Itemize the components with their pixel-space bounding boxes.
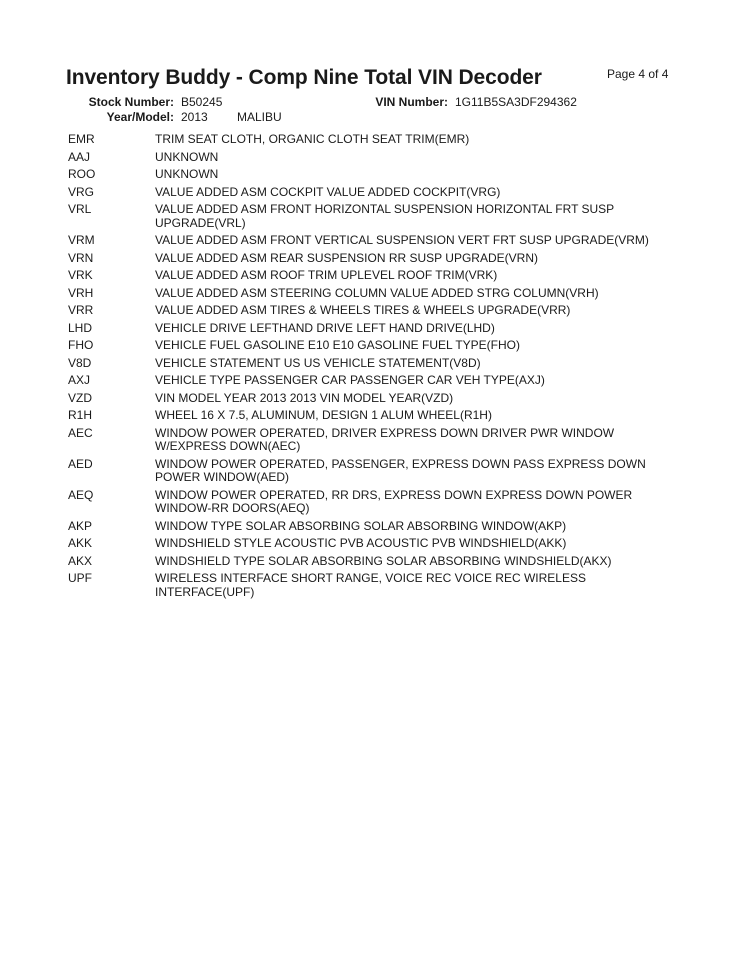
vin-number-value: 1G11B5SA3DF294362 (455, 95, 577, 109)
option-code: VRK (68, 268, 93, 282)
option-row (68, 572, 688, 599)
option-row (68, 304, 688, 318)
option-row (68, 186, 688, 200)
option-description: UNKNOWN (155, 167, 219, 181)
page-number: Page 4 of 4 (607, 67, 669, 81)
option-description: WHEEL 16 X 7.5, ALUMINUM, DESIGN 1 ALUM WHEEL(R1H) (155, 408, 492, 422)
option-description: WINDOW POWER OPERATED, DRIVER EXPRESS DOWN DRIVER PWR WINDOW W/EXPRESS DOWN(AEC) (155, 425, 615, 453)
option-code: AKK (68, 536, 93, 550)
option-code: LHD (68, 320, 93, 335)
option-description: VEHICLE DRIVE LEFTHAND DRIVE LEFT HAND DRIVE(LHD) (155, 320, 495, 335)
option-code: AKP (68, 518, 93, 533)
option-description: VIN MODEL YEAR 2013 2013 VIN MODEL YEAR(VZD) (155, 390, 454, 405)
option-code: FHO (68, 338, 94, 352)
option-code: VRG (68, 184, 95, 199)
option-row (68, 322, 688, 336)
option-description: VEHICLE TYPE PASSENGER CAR PASSENGER CAR VEH TYPE(AXJ) (155, 373, 545, 387)
option-row (68, 269, 688, 283)
option-description: VEHICLE FUEL GASOLINE E10 E10 GASOLINE FUEL TYPE(FHO) (155, 338, 521, 352)
option-code: VRM (68, 233, 95, 247)
option-description: VALUE ADDED ASM REAR SUSPENSION RR SUSP UPGRADE(VRN) (155, 250, 538, 265)
option-row (68, 537, 688, 551)
option-code: EMR (68, 132, 95, 146)
option-row (68, 287, 688, 301)
option-description: VALUE ADDED ASM STEERING COLUMN VALUE ADDED STRG COLUMN(VRH) (155, 285, 599, 300)
stock-number-value: B50245 (181, 95, 223, 109)
option-row (68, 203, 688, 230)
option-code: AEC (68, 425, 93, 440)
option-row (68, 234, 688, 248)
option-code: VRH (68, 285, 94, 300)
option-code: AKX (68, 553, 93, 568)
stock-number-label: Stock Number: (88, 95, 174, 109)
option-row (68, 151, 688, 165)
option-code: VRR (68, 303, 94, 317)
model-value: MALIBU (237, 110, 282, 124)
option-description: VALUE ADDED ASM ROOF TRIM UPLEVEL ROOF TRIM(VRK) (155, 268, 498, 282)
option-description: WINDSHIELD STYLE ACOUSTIC PVB ACOUSTIC PVB WINDSHIELD(AKK) (155, 536, 567, 550)
option-code: VZD (68, 390, 92, 405)
option-row (68, 489, 688, 516)
option-description: WINDOW POWER OPERATED, RR DRS, EXPRESS DOWN EXPRESS DOWN POWER WINDOW-RR DOORS(AEQ) (155, 487, 633, 515)
option-description: WINDOW TYPE SOLAR ABSORBING SOLAR ABSORBING WINDOW(AKP) (155, 518, 567, 533)
option-code: AXJ (68, 373, 91, 387)
option-code: ROO (68, 167, 96, 181)
option-row (68, 374, 688, 388)
option-row (68, 357, 688, 371)
report-title: Inventory Buddy - Comp Nine Total VIN Decoder (66, 66, 542, 89)
option-row (68, 133, 688, 147)
option-row (68, 339, 688, 353)
option-description: VEHICLE STATEMENT US US VEHICLE STATEMENT(V8D) (155, 355, 481, 370)
year-model-label: Year/Model: (106, 110, 174, 124)
option-description: VALUE ADDED ASM FRONT VERTICAL SUSPENSION VERT FRT SUSP UPGRADE(VRM) (155, 233, 649, 247)
option-row (68, 555, 688, 569)
option-code: VRL (68, 202, 92, 216)
option-code: AAJ (68, 149, 91, 164)
option-row (68, 168, 688, 182)
option-row (68, 427, 688, 454)
option-code-list (68, 133, 688, 603)
option-description: VALUE ADDED ASM TIRES & WHEELS TIRES & WHEELS UPGRADE(VRR) (155, 303, 571, 317)
option-description: UNKNOWN (155, 149, 219, 164)
option-description: WINDSHIELD TYPE SOLAR ABSORBING SOLAR ABSORBING WINDSHIELD(AKX) (155, 553, 612, 568)
option-description: VALUE ADDED ASM FRONT HORIZONTAL SUSPENSION HORIZONTAL FRT SUSP UPGRADE(VRL) (155, 202, 614, 230)
option-description: WINDOW POWER OPERATED, PASSENGER, EXPRESS DOWN PASS EXPRESS DOWN POWER WINDOW(AED) (155, 456, 646, 484)
option-row (68, 409, 688, 423)
option-code: V8D (68, 355, 92, 370)
option-code: UPF (68, 571, 92, 585)
option-row (68, 392, 688, 406)
option-description: TRIM SEAT CLOTH, ORGANIC CLOTH SEAT TRIM(EMR) (155, 132, 470, 146)
option-description: VALUE ADDED ASM COCKPIT VALUE ADDED COCKPIT(VRG) (155, 184, 501, 199)
option-row (68, 458, 688, 485)
option-description: WIRELESS INTERFACE SHORT RANGE, VOICE REC VOICE REC WIRELESS INTERFACE(UPF) (155, 571, 586, 599)
year-value: 2013 (181, 110, 208, 124)
option-row (68, 252, 688, 266)
vin-number-label: VIN Number: (375, 95, 448, 109)
option-code: VRN (68, 250, 94, 265)
option-code: R1H (68, 408, 93, 422)
option-code: AED (68, 456, 93, 471)
option-row (68, 520, 688, 534)
option-code: AEQ (68, 487, 94, 502)
